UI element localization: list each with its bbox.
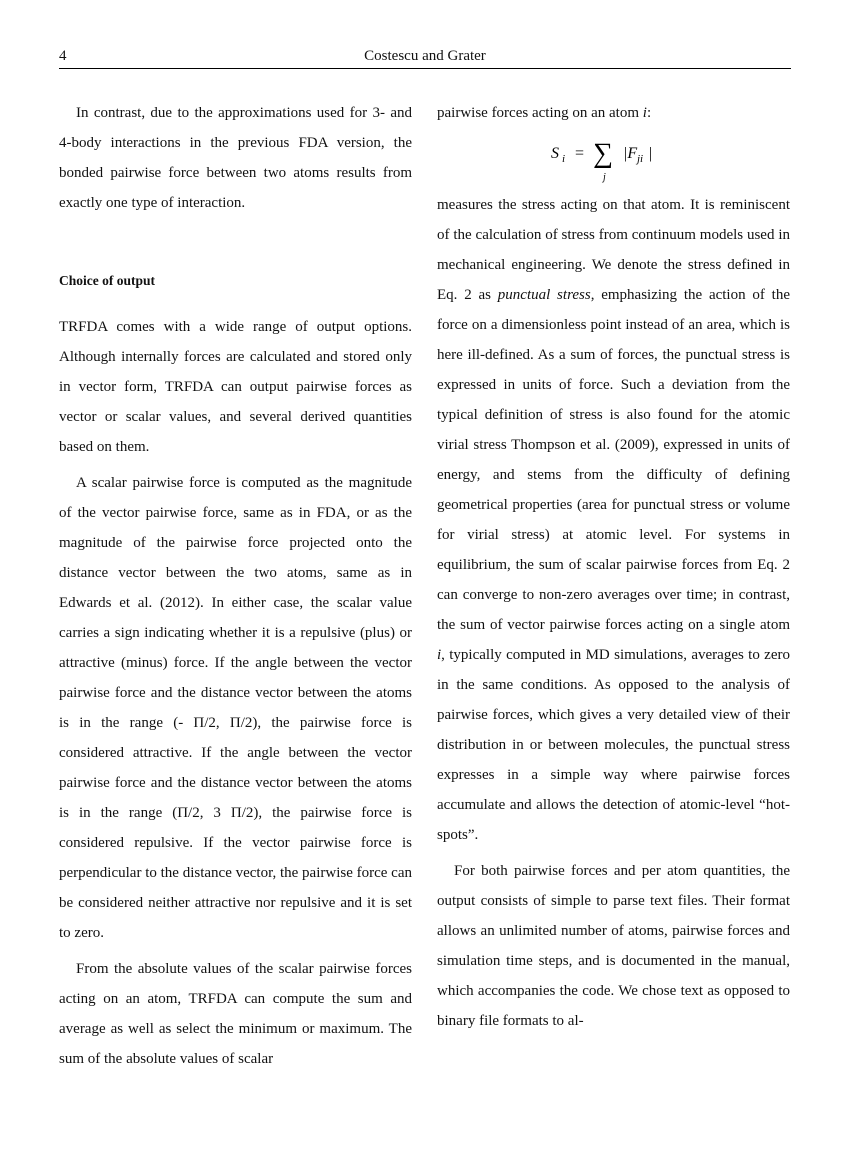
- equation-graphic: [545, 130, 685, 190]
- eq-lhs: S: [551, 145, 559, 162]
- paragraph: For both pairwise forces and per atom quantities, the output consists of simple to parse text files. Their format allows an unlimited number of atoms, pairwise forces and simulation time steps, and is documented in the manual, which accompanies the code. We chose text as opposed to binary file formats to al-: [437, 863, 790, 1029]
- section-heading: Choice of output: [59, 273, 156, 288]
- right-column: [437, 98, 790, 1036]
- eq-term-close: |: [649, 145, 653, 162]
- eq-equals: =: [575, 145, 585, 162]
- paragraph: TRFDA comes with a wide range of output options. Although internally forces are calculated and stored only in vector form, TRFDA can output pairwise forces as vector or scalar values, and several derived quantities based on them.: [59, 319, 412, 455]
- paragraph: [437, 190, 790, 850]
- left-column: [59, 98, 412, 1074]
- eq-sum-index: j: [603, 172, 606, 183]
- eq-term: |F: [623, 145, 638, 162]
- text-run: :: [646, 105, 652, 121]
- variable: i: [437, 647, 442, 663]
- text-run: pairwise forces acting on an atom: [437, 105, 643, 121]
- text-run: , typically computed in MD simulations, averages to zero in the same conditions. As opposed to the analysis of pairwise forces, which gives a very detailed view of their distribution in or between molecules, the punctual stress expresses in a simple way where pairwise forces accumulate and allows the detection of atomic-level “hot-spots”.: [437, 647, 790, 843]
- emphasis: punctual stress: [497, 287, 591, 303]
- equation: [437, 128, 790, 190]
- paragraph: From the absolute values of the scalar pairwise forces acting on an atom, TRFDA can compute the sum and average as well as select the minimum or maximum. The sum of the absolute values of scalar: [59, 961, 412, 1067]
- text-run: , emphasizing the action of the force on a dimensionless point instead of an area, which is here ill-defined. As a sum of forces, the punctual stress is expressed in units of force. Such a deviation from the typical definition of stress is also found for the atomic virial stress Thompson et al. (2009), expressed in units of energy, and stems from the difficulty of defining geometrical properties (area for punctual stress or volume for virial stress) at atomic level. For systems in equilibrium, the sum of scalar pairwise forces from Eq. 2 can converge to non-zero averages over time; in contrast, the sum of vector pairwise forces acting on a single atom: [437, 287, 790, 633]
- sum-symbol: ∑: [593, 138, 613, 169]
- text-run: measures the stress acting on that atom. It is reminiscent of the calculation of stress from continuum models used in mechanical engineering. We denote the stress defined in Eq. 2 as: [437, 197, 790, 303]
- page-number: 4: [59, 48, 67, 64]
- paragraph: In contrast, due to the approximations used for 3- and 4-body interactions in the previous FDA version, the bonded pairwise force between two atoms results from exactly one type of interaction.: [59, 105, 412, 211]
- eq-term-subscript: ji: [637, 153, 644, 165]
- paragraph: [437, 98, 790, 128]
- variable: i: [642, 105, 647, 121]
- page-header: [59, 46, 791, 69]
- running-head: Costescu and Grater: [364, 48, 486, 64]
- eq-lhs-subscript: i: [562, 153, 566, 165]
- paragraph: A scalar pairwise force is computed as the magnitude of the vector pairwise force, same as in FDA, or as the magnitude of the pairwise force projected onto the distance vector between the two atoms, same as in Edwards et al. (2012). In either case, the scalar value carries a sign indicating whether it is a repulsive (plus) or attractive (minus) force. If the angle between the vector pairwise force and the distance vector between the atoms is in the range (- Π/2, Π/2), the pairwise force is considered attractive. If the angle between the vector pairwise force and the distance vector between the atoms is in the range (Π/2, 3 Π/2), the pairwise force is considered repulsive. If the vector pairwise force is perpendicular to the distance vector, the pairwise force can be considered neither attractive nor repulsive and it is set to zero.: [59, 475, 412, 941]
